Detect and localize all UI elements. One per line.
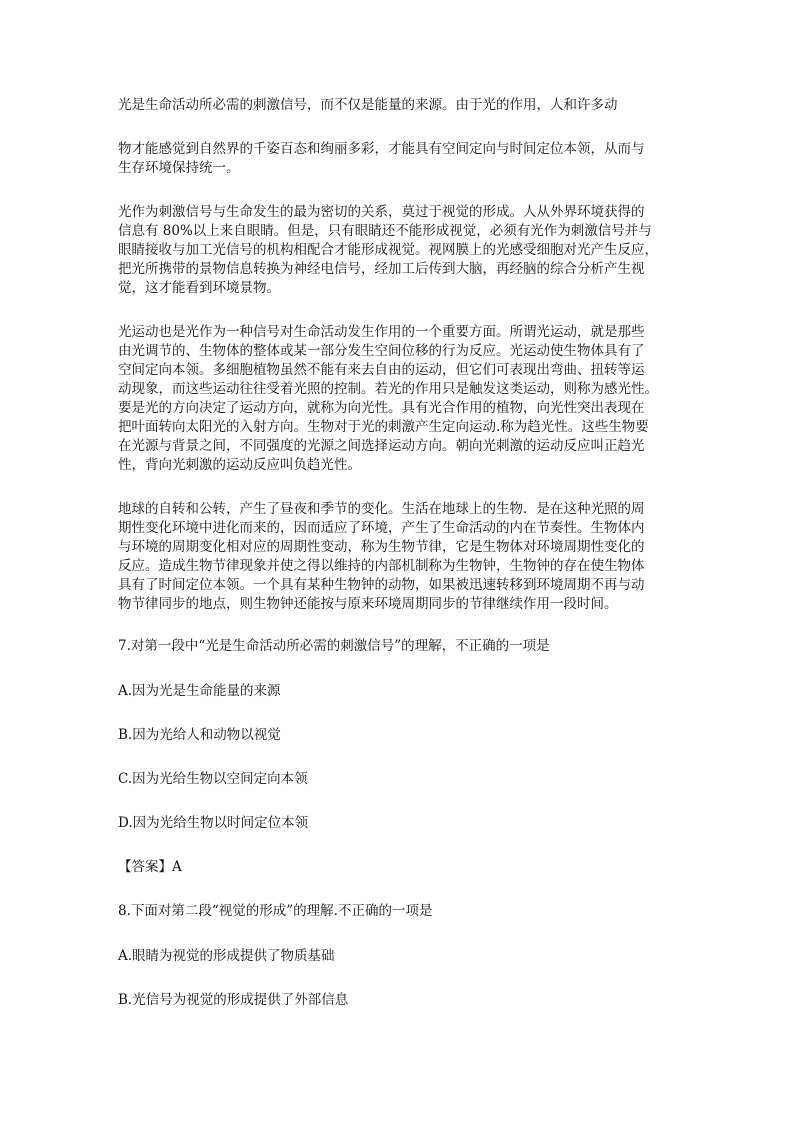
para3-line-3: 空间定向本领。多细胞植物虽然不能有来去自由的运动，但它们可表现出弯曲、扭转等运 [118,362,645,378]
para3-line-8: 性，背向光刺激的运动反应叫负趋光性。 [118,457,361,473]
question-7-stem: 7.对第一段中“光是生命活动所必需的刺激信号”的理解，不正确的一项是 [118,638,550,654]
para4-line-1: 地球的自转和公转，产生了昼夜和季节的变化。生活在地球上的生物．是在这种光照的周 [118,501,645,517]
para3-line-1: 光运动也是光作为一种信号对生命活动发生作用的一个重要方面。所谓光运动，就是那些 [118,324,645,340]
para2-line-2: 信息有 80%以上来自眼睛。但是，只有眼睛还不能形成视觉，必须有光作为刺激信号并与 [118,223,652,239]
question-7-option-d: D.因为光给生物以时间定位本领 [118,815,309,831]
question-7-option-b: B.因为光给人和动物以视觉 [118,727,281,743]
question-8-option-b: B.光信号为视觉的形成提供了外部信息 [118,992,349,1008]
para4-line-6: 物节律同步的地点，则生物钟还能按与原来环境周期同步的节律继续作用一段时间。 [118,596,618,612]
para4-line-3: 与环境的周期变化相对应的周期性变动，称为生物节律，它是生物体对环境周期性变化的 [118,539,645,555]
question-8-option-a: A.眼睛为视觉的形成提供了物质基础 [118,948,335,964]
para1-line-1: 光是生命活动所必需的刺激信号，而不仅是能量的来源。由于光的作用，人和许多动 [118,97,618,113]
para1-line-3: 生存环境保持统一。 [118,160,240,176]
question-8-stem: 8.下面对第二段“视觉的形成”的理解.不正确的一项是 [118,903,433,919]
para3-line-5: 要是光的方向决定了运动方向，就称为向光性。具有光合作用的植物，向光性突出表现在 [118,400,645,416]
para2-line-1: 光作为刺激信号与生命发生的最为密切的关系，莫过于视觉的形成。人从外界环境获得的 [118,204,645,220]
para3-line-2: 由光调节的、生物体的整体或某一部分发生空间位移的行为反应。光运动使生物体具有了 [118,343,645,359]
question-7-option-c: C.因为光给生物以空间定向本领 [118,771,308,787]
para2-line-4: 把光所携带的景物信息转换为神经电信号，经加工后传到大脑，再经脑的综合分析产生视 [118,261,645,277]
para1-line-2: 物才能感觉到自然界的千姿百态和绚丽多彩，才能具有空间定向与时间定位本领，从而与 [118,141,645,157]
question-7-answer: 【答案】A [118,859,182,875]
para4-line-4: 反应。造成生物节律现象并使之得以维持的内部机制称为生物钟，生物钟的存在使生物体 [118,558,645,574]
para3-line-7: 在光源与背景之间，不同强度的光源之间选择运动方向。朝向光刺激的运动反应叫正趋光 [118,438,645,454]
para4-line-2: 期性变化环境中进化而来的，因而适应了环境，产生了生命活动的内在节奏性。生物体内 [118,520,645,536]
para3-line-6: 把叶面转向太阳光的入射方向。生物对于光的刺激产生定向运动.称为趋光性。这些生物要 [118,419,649,435]
para2-line-5: 觉，这才能看到环境景物。 [118,280,280,296]
question-7-option-a: A.因为光是生命能量的来源 [118,683,281,699]
para2-line-3: 眼睛接收与加工光信号的机构相配合才能形成视觉。视网膜上的光感受细胞对光产生反应， [118,242,658,258]
para4-line-5: 具有了时间定位本领。一个具有某种生物钟的动物，如果被迅速转移到环境周期不再与动 [118,577,645,593]
para3-line-4: 动现象，而这些运动往往受着光照的控制。若光的作用只是触发这类运动，则称为感光性。 [118,381,658,397]
